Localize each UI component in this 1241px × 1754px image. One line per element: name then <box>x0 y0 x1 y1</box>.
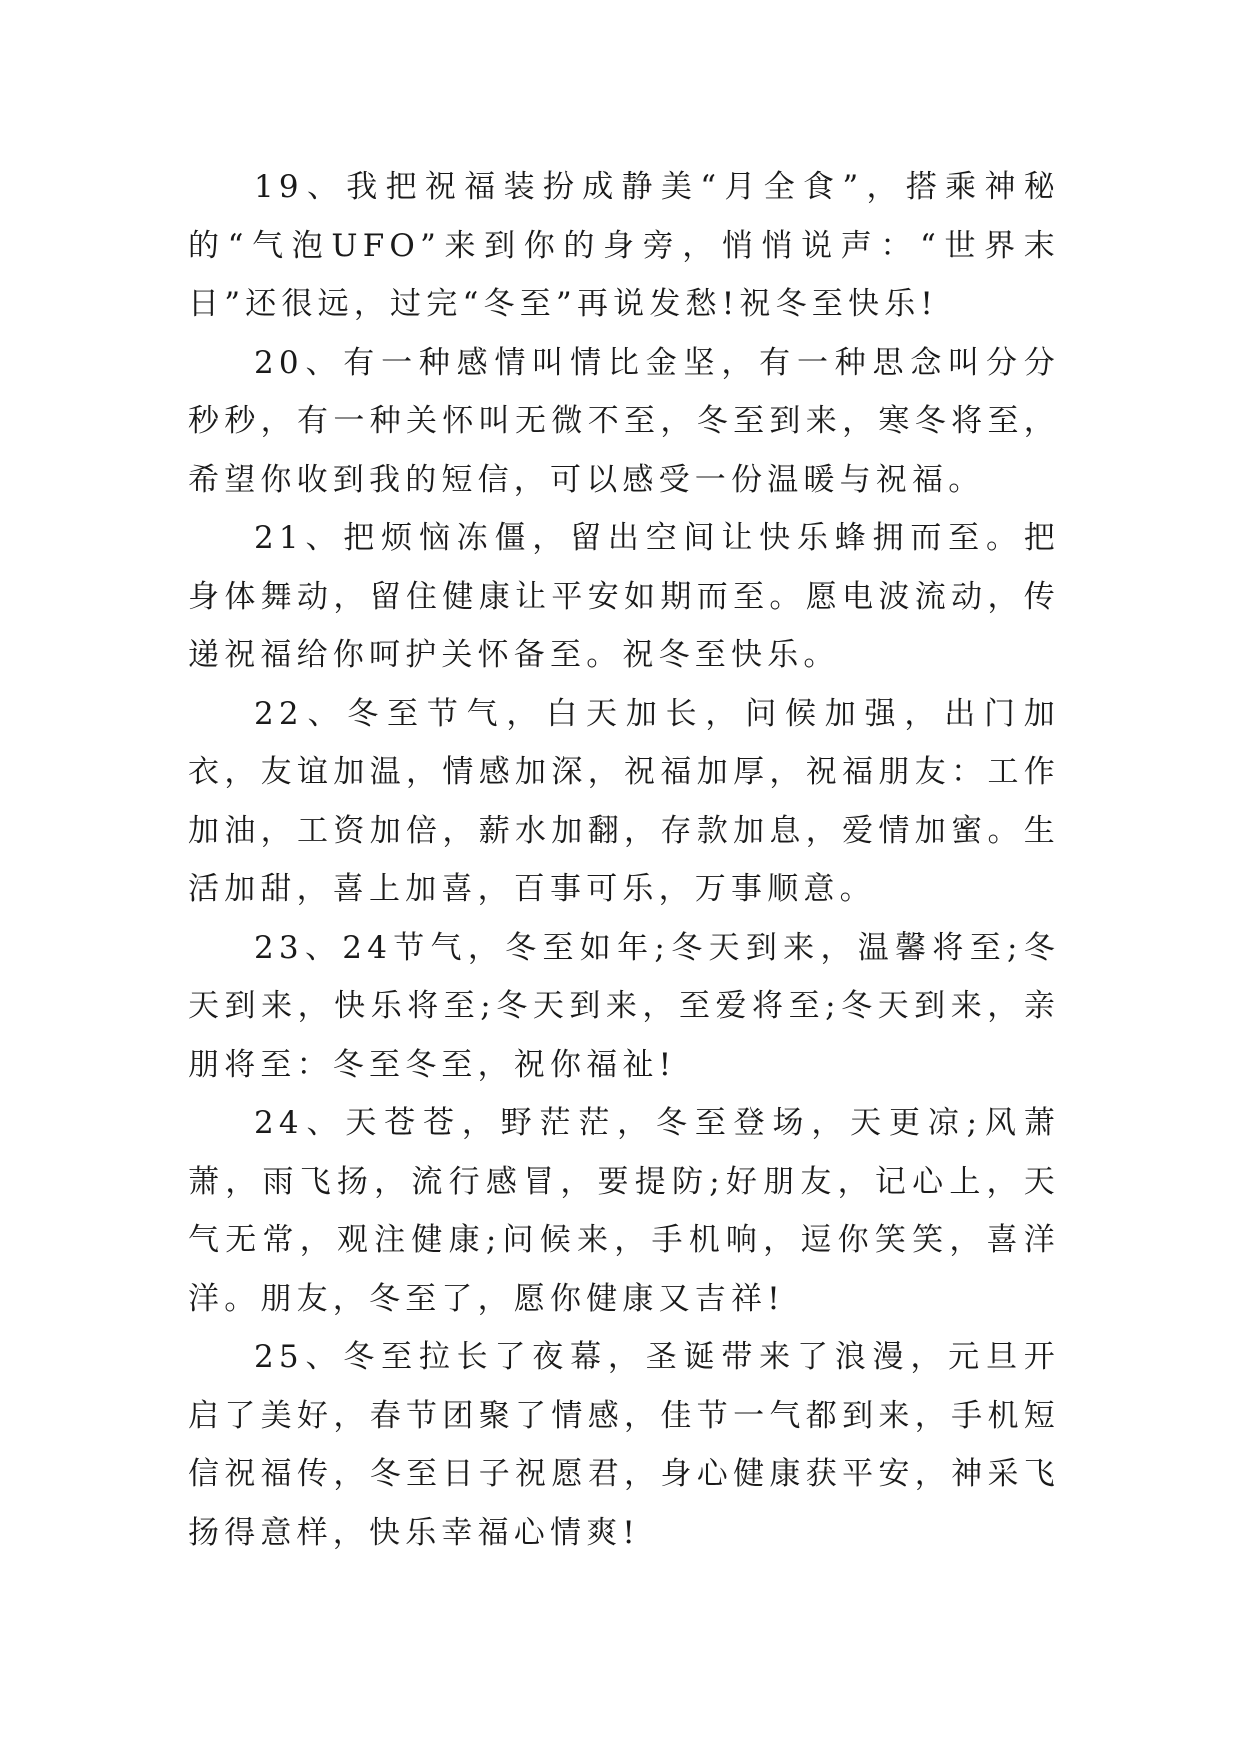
paragraph-24: 24、天苍苍，野茫茫，冬至登场，天更凉;风萧萧，雨飞扬，流行感冒，要提防;好朋友，记心上，天气无常，观注健康;问候来，手机响，逗你笑笑，喜洋洋。朋友，冬至了，愿你健康又吉祥! <box>188 1105 1060 1317</box>
document-body <box>188 158 1060 1562</box>
paragraph-19: 19、我把祝福装扮成静美“月全食”，搭乘神秘的“气泡UFO”来到你的身旁，悄悄说声：“世界末日”还很远，过完“冬至”再说发愁!祝冬至快乐! <box>188 169 1060 322</box>
paragraph-23: 23、24节气，冬至如年;冬天到来，温馨将至;冬天到来，快乐将至;冬天到来，至爱将至;冬天到来，亲朋将至：冬至冬至，祝你福祉! <box>188 929 1060 1083</box>
paragraph-25: 25、冬至拉长了夜幕，圣诞带来了浪漫，元旦开启了美好，春节团聚了情感，佳节一气都到来，手机短信祝福传，冬至日子祝愿君，身心健康获平安，神采飞扬得意样，快乐幸福心情爽! <box>188 1339 1060 1551</box>
paragraph-21: 21、把烦恼冻僵，留出空间让快乐蜂拥而至。把身体舞动，留住健康让平安如期而至。愿电波流动，传递祝福给你呵护关怀备至。祝冬至快乐。 <box>188 520 1060 673</box>
paragraph-20: 20、有一种感情叫情比金坚，有一种思念叫分分秒秒，有一种关怀叫无微不至，冬至到来，寒冬将至，希望你收到我的短信，可以感受一份温暖与祝福。 <box>188 344 1060 498</box>
paragraph-22: 22、冬至节气，白天加长，问候加强，出门加衣，友谊加温，情感加深，祝福加厚，祝福朋友：工作加油，工资加倍，薪水加翻，存款加息，爱情加蜜。生活加甜，喜上加喜，百事可乐，万事顺意。 <box>188 695 1060 907</box>
